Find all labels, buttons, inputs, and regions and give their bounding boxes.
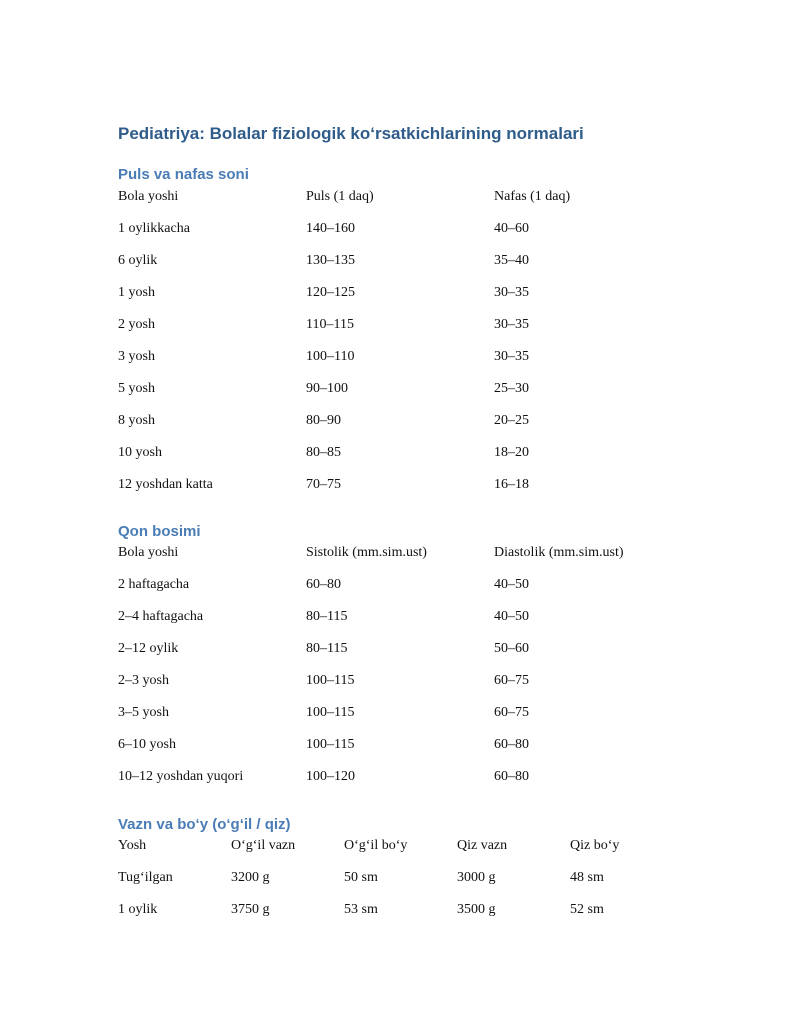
bp-table-cell: 2–12 oylik <box>118 641 179 656</box>
bp-table-header-cell: Diastolik (mm.sim.ust) <box>494 545 624 560</box>
bp-table-cell: 40–50 <box>494 577 529 592</box>
bp-table-row <box>118 609 674 641</box>
bp-table-row <box>118 769 674 801</box>
pulse-table-cell: 16–18 <box>494 477 529 492</box>
pulse-table-cell: 130–135 <box>306 253 355 268</box>
pulse-table-cell: 20–25 <box>494 413 529 428</box>
growth-table-header-cell: Yosh <box>118 838 147 853</box>
bp-table-cell: 60–75 <box>494 705 529 720</box>
growth-table-header-cell: O‘g‘il vazn <box>231 838 296 853</box>
growth-table-header-cell: Qiz bo‘y <box>570 838 620 853</box>
bp-table-cell: 80–115 <box>306 641 348 656</box>
growth-table-cell: 1 oylik <box>118 902 158 917</box>
pulse-table-row <box>118 413 674 445</box>
bp-table-cell: 3–5 yosh <box>118 705 169 720</box>
pulse-table-cell: 90–100 <box>306 381 348 396</box>
pulse-table-cell: 2 yosh <box>118 317 155 332</box>
pulse-table <box>118 189 674 509</box>
document-title: Pediatriya: Bolalar fiziologik ko‘rsatkichlarining normalari <box>118 124 584 143</box>
pulse-table-cell: 140–160 <box>306 221 355 236</box>
bp-table-header-cell: Sistolik (mm.sim.ust) <box>306 545 427 560</box>
bp-table-cell: 60–80 <box>306 577 341 592</box>
pulse-table-row <box>118 221 674 253</box>
bp-table-row <box>118 737 674 769</box>
pulse-table-row <box>118 381 674 413</box>
bp-table-cell: 10–12 yoshdan yuqori <box>118 769 244 784</box>
bp-table <box>118 545 674 801</box>
growth-table <box>118 838 683 934</box>
pulse-table-cell: 25–30 <box>494 381 529 396</box>
pulse-table-cell: 100–110 <box>306 349 355 364</box>
pulse-table-cell: 30–35 <box>494 317 529 332</box>
bp-table-cell: 100–120 <box>306 769 355 784</box>
bp-table-cell: 2 haftagacha <box>118 577 190 592</box>
growth-table-cell: 3500 g <box>457 902 496 917</box>
pulse-table-header-row <box>118 189 674 221</box>
bp-table-cell: 6–10 yosh <box>118 737 176 752</box>
pulse-table-cell: 18–20 <box>494 445 529 460</box>
pulse-table-cell: 1 oylikkacha <box>118 221 190 236</box>
growth-table-header-cell: Qiz vazn <box>457 838 508 853</box>
bp-table-header-cell: Bola yoshi <box>118 545 179 560</box>
growth-section-title: Vazn va bo‘y (o‘g‘il / qiz) <box>118 816 291 833</box>
bp-table-cell: 50–60 <box>494 641 529 656</box>
pulse-table-row <box>118 317 674 349</box>
pulse-table-cell: 70–75 <box>306 477 341 492</box>
bp-table-row <box>118 673 674 705</box>
growth-table-header-cell: O‘g‘il bo‘y <box>344 838 408 853</box>
bp-table-cell: 100–115 <box>306 737 355 752</box>
growth-table-cell: 3750 g <box>231 902 270 917</box>
growth-table-cell: 3000 g <box>457 870 496 885</box>
growth-table-cell: 3200 g <box>231 870 270 885</box>
pulse-table-row <box>118 253 674 285</box>
pulse-table-cell: 120–125 <box>306 285 355 300</box>
pulse-table-row <box>118 445 674 477</box>
bp-table-header-row <box>118 545 674 577</box>
bp-section-title: Qon bosimi <box>118 523 201 540</box>
pulse-table-row <box>118 477 674 509</box>
growth-table-header-row <box>118 838 683 870</box>
pulse-table-header-cell: Bola yoshi <box>118 189 179 204</box>
bp-table-row <box>118 705 674 737</box>
pulse-table-cell: 30–35 <box>494 285 529 300</box>
bp-table-row <box>118 641 674 673</box>
bp-table-cell: 100–115 <box>306 673 355 688</box>
growth-table-row <box>118 902 683 934</box>
bp-table-cell: 60–80 <box>494 769 529 784</box>
pulse-table-cell: 3 yosh <box>118 349 155 364</box>
bp-table-cell: 60–80 <box>494 737 529 752</box>
bp-table-cell: 100–115 <box>306 705 355 720</box>
bp-table-cell: 80–115 <box>306 609 348 624</box>
bp-table-cell: 40–50 <box>494 609 529 624</box>
pulse-section-title: Puls va nafas soni <box>118 166 249 183</box>
pulse-table-row <box>118 349 674 381</box>
bp-table-row <box>118 577 674 609</box>
pulse-table-cell: 80–85 <box>306 445 341 460</box>
pulse-table-cell: 35–40 <box>494 253 529 268</box>
growth-table-cell: Tug‘ilgan <box>118 870 173 885</box>
pulse-table-cell: 12 yoshdan katta <box>118 477 213 492</box>
pulse-table-header-cell: Puls (1 daq) <box>306 189 374 204</box>
pulse-table-cell: 10 yosh <box>118 445 162 460</box>
document-page <box>118 0 718 1035</box>
pulse-table-cell: 40–60 <box>494 221 529 236</box>
growth-table-cell: 52 sm <box>570 902 604 917</box>
pulse-table-cell: 30–35 <box>494 349 529 364</box>
pulse-table-cell: 80–90 <box>306 413 341 428</box>
bp-table-cell: 2–4 haftagacha <box>118 609 204 624</box>
growth-table-row <box>118 870 683 902</box>
growth-table-cell: 53 sm <box>344 902 378 917</box>
pulse-table-header-cell: Nafas (1 daq) <box>494 189 571 204</box>
bp-table-cell: 60–75 <box>494 673 529 688</box>
growth-table-cell: 48 sm <box>570 870 604 885</box>
pulse-table-cell: 8 yosh <box>118 413 155 428</box>
bp-table-cell: 2–3 yosh <box>118 673 169 688</box>
pulse-table-cell: 1 yosh <box>118 285 155 300</box>
pulse-table-row <box>118 285 674 317</box>
pulse-table-cell: 5 yosh <box>118 381 155 396</box>
pulse-table-cell: 110–115 <box>306 317 354 332</box>
pulse-table-cell: 6 oylik <box>118 253 158 268</box>
growth-table-cell: 50 sm <box>344 870 378 885</box>
